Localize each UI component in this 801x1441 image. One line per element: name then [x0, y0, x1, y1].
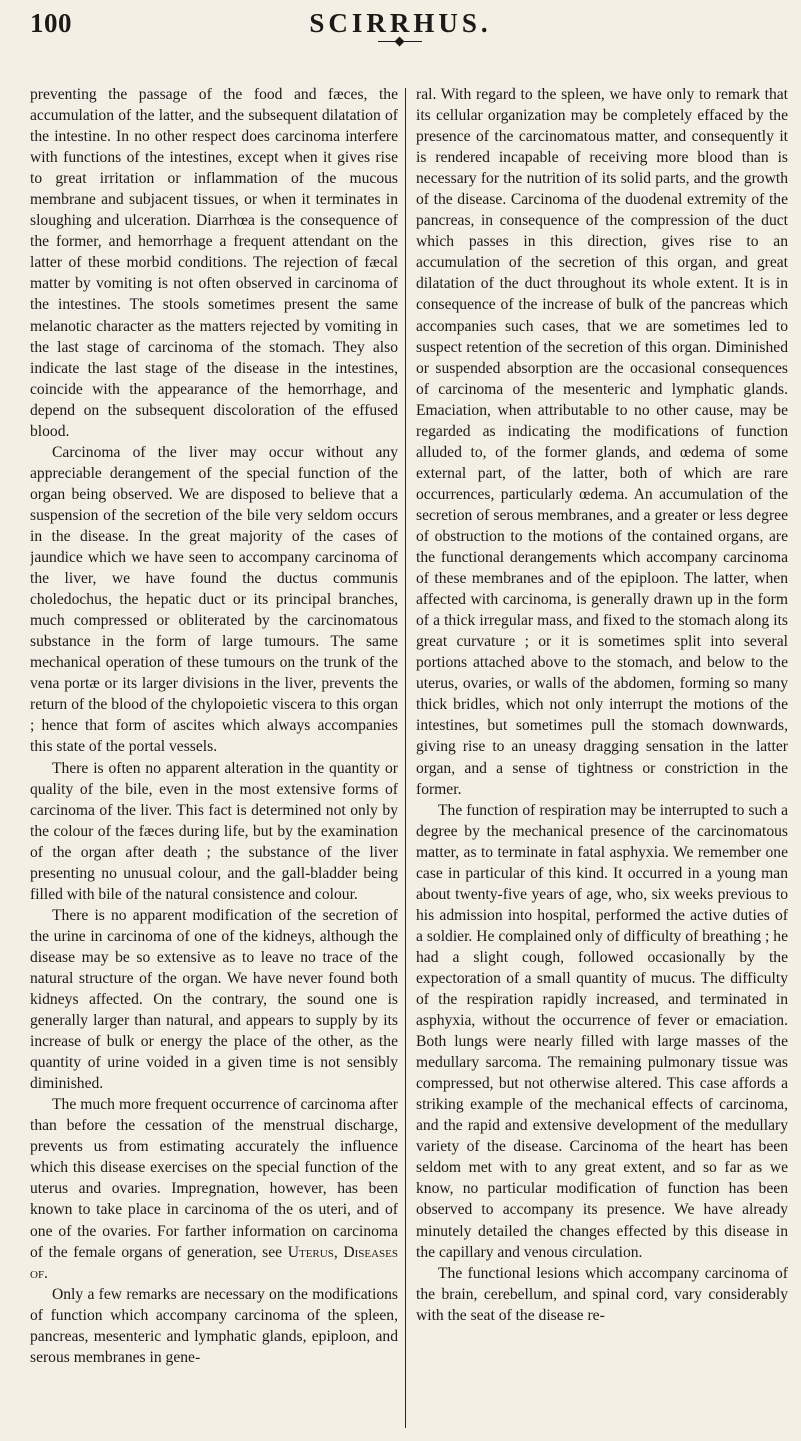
paragraph: There is no apparent modification of the secretion of the urine in carcinoma of one of the kidneys, although the disease may be so extensive as to leave no trace of the natural structure of the organ. We have never found both kidneys affected. On the contrary, the sound one is generally larger than natural, and appears to supply by its increase of bulk or energy the place of the other, as the quantity of urine voided in a given time is not sensibly diminished.: [30, 906, 398, 1093]
cross-reference: Uterus, Diseases of.: [30, 1243, 398, 1282]
paragraph-text: The much more frequent occurrence of carcinoma after than before the cessation of the menstrual discharge, prevents us from estimating accurately the influence which this disease exercises on the special function of the uterus and ovaries. Impregnation, however, has been known to take place in carcinoma of the os uteri, and of one of the ovaries. For farther information on carcinoma of the female organs of generation, see: [30, 1096, 398, 1261]
column-divider: [405, 88, 406, 1428]
paragraph: Carcinoma of the liver may occur without any appreciable derangement of the special function of the organ being observed. We are disposed to believe that a suspension of the secretion of the bile very seldom occurs in the disease. In the great majority of the cases of jaundice which we have seen to accompany carcinoma of the liver, we have found the ductus communis choledochus, the hepatic duct or its principal branches, much compressed or obliterated by the carcinomatous substance in the form of large tumours. The same mechanical operation of these tumours on the trunk of the vena portæ or its larger divisions in the liver, prevents the return of the blood of the chylopoietic viscera to this organ ; hence that form of ascites which always accompanies this state of the portal vessels.: [30, 443, 398, 756]
page-number: 100: [30, 8, 72, 38]
left-column: [30, 84, 398, 1434]
paragraph: The function of respiration may be interrupted to such a degree by the mechanical presence of the carcinomatous matter, as to terminate in fatal asphyxia. We remember one case in particular of this kind. It occurred in a young man about twenty-five years of age, who, six weeks previous to his admission into hospital, performed the active duties of a soldier. He complained only of difficulty of breathing ; he had a slight cough, followed occasionally by the expectoration of a small quantity of mucus. The difficulty of the respiration rapidly increased, and terminated in asphyxia, without the occurrence of fever or emaciation. Both lungs were nearly filled with large masses of the medullary sarcoma. The remaining pulmonary tissue was compressed, but not otherwise altered. This case affords a striking example of the mechanical effects of carcinoma, and the rapid and extensive development of the medullary variety of the disease. Carcinoma of the heart has been seldom met with to any great extent, and so far as we know, no particular modification of function has been observed to accompany its presence. We have already minutely detailed the changes effected by this disease in the capillary and venous circulation.: [416, 801, 788, 1261]
running-title: SCIRRHUS.: [309, 8, 492, 38]
right-column: [416, 84, 788, 1434]
paragraph: There is often no apparent alteration in the quantity or quality of the bile, even in the most extensive forms of carcinoma of the liver. This fact is determined not only by the colour of the fæces during life, but by the examination of the organ after death ; the substance of the liver presenting no unusual colour, and the gall-bladder being filled with bile of the natural consistence and colour.: [30, 759, 398, 903]
paragraph: [30, 1094, 398, 1283]
header-ornament: [378, 41, 422, 42]
paragraph: Only a few remarks are necessary on the modifications of function which accompany carcinoma of the spleen, pancreas, mesenteric and lymphatic glands, epiploon, and serous membranes in gene-: [30, 1285, 398, 1366]
paragraph: ral. With regard to the spleen, we have only to remark that its cellular organization may be completely effaced by the presence of the carcinomatous matter, and consequently it is rendered incapable of receiving more blood than is necessary for the nutrition of its solid parts, and the growth of the disease. Carcinoma of the duodenal extremity of the pancreas, in consequence of the compression of the duct which passes in this direction, gives rise to an accumulation of the secretion of this organ, and great dilatation of the duct throughout its whole extent. It is in consequence of the increase of bulk of the pancreas which accompanies such cases, that we are sometimes led to suspect retention of the secretion of this organ. Diminished or suspended absorption are the occasional consequences of carcinoma of the mesenteric and lymphatic glands. Emaciation, when attributable to no other cause, may be regarded as indicating the modifications of function alluded to, of the former glands, and œdema of some external part, of the latter, both of which are rare occurrences, particularly œdema. An accumulation of the secretion of serous membranes, and a greater or less degree of obstruction to the motions of the contained organs, are the functional derangements which accompany carcinoma of these membranes and of the epiploon. The latter, when affected with carcinoma, is generally drawn up in the form of a thick irregular mass, and fixed to the stomach along its great curvature ; or it is sometimes split into several portions attached above to the stomach, and below to the uterus, ovaries, or walls of the abdomen, forming so many thick bridles, which not only interrupt the motions of the intestines, but sometimes pull the stomach downwards, giving rise to an uneasy dragging sensation in the latter organ, and a sense of tightness or constriction in the former.: [416, 86, 788, 798]
paragraph: The functional lesions which accompany carcinoma of the brain, cerebellum, and spinal cord, vary considerably with the seat of the disease re-: [416, 1264, 788, 1324]
paragraph: preventing the passage of the food and fæces, the accumulation of the latter, and the subsequent dilatation of the intestine. In no other respect does carcinoma interfere with functions of the intestines, except when it gives rise to great irritation or inflammation of the mucous membrane and subjacent tissues, or when it terminates in sloughing and ulceration. Diarrhœa is the consequence of the former, and hemorrhage a frequent attendant on the latter of these morbid conditions. The rejection of fæcal matter by vomiting is not often observed in carcinoma of the intestines. The stools sometimes present the same melanotic character as the matters rejected by vomiting in the last stage of carcinoma of the stomach. They also indicate the last stage of the disease in the intestines, coincide with the appearance of the hemorrhage, and depend on the subsequent discoloration of the effused blood.: [30, 86, 398, 440]
page-header: [0, 6, 801, 46]
